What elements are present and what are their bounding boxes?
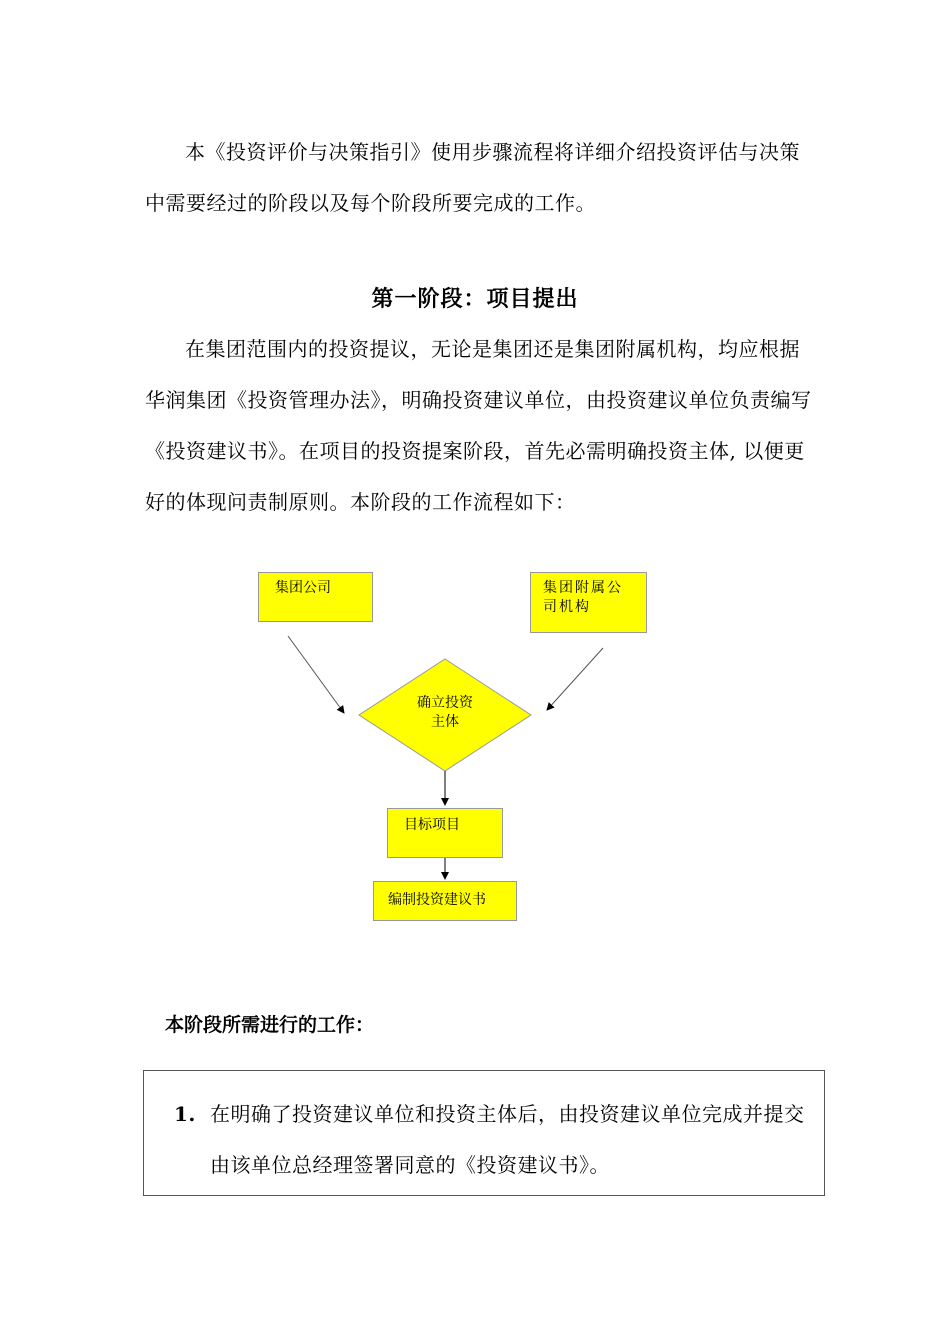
target-project-box: 目标项目: [387, 808, 503, 858]
intro-paragraph: 本《投资评价与决策指引》使用步骤流程将详细介绍投资评估与决策中需要经过的阶段以及每个阶段所要完成的工作。: [145, 140, 800, 215]
list-item-number: 1.: [174, 1102, 196, 1126]
decision-label-line2: 主体: [431, 714, 459, 730]
decision-label: [405, 694, 485, 732]
arrow-group-to-decision: [288, 636, 344, 713]
work-heading: 本阶段所需进行的工作：: [165, 1014, 375, 1036]
list-item: [174, 1089, 814, 1191]
decision-label-line1: 确立投资: [417, 695, 473, 711]
arrow-affiliate-to-decision: [547, 648, 603, 710]
stage-title: 第一阶段：项目提出: [371, 287, 579, 312]
group-company-box: 集团公司: [258, 572, 373, 622]
work-list-box: [143, 1070, 825, 1196]
write-proposal-box: 编制投资建议书: [373, 881, 517, 921]
stage-description: 在集团范围内的投资提议，无论是集团还是集团附属机构，均应根据华润集团《投资管理办法》，明确投资建议单位，由投资建议单位负责编写《投资建议书》。在项目的投资提案阶段，首先必需明确投资主体, 以便更好的体现问责制原则。本阶段的工作流程如下：: [145, 337, 812, 514]
list-item-text: 在明确了投资建议单位和投资主体后，由投资建议单位完成并提交由该单位总经理签署同意的《投资建议书》。: [210, 1102, 805, 1177]
affiliate-box: 集团附属公司机构: [530, 572, 647, 633]
